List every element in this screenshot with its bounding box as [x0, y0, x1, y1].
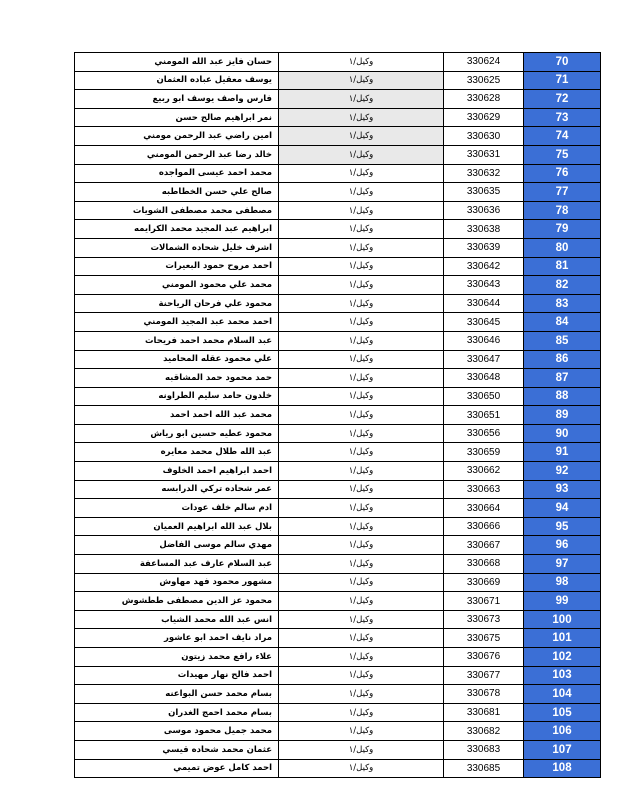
- table-row: [75, 369, 601, 388]
- name-cell: نمر ابراهيم صالح حسن: [75, 108, 279, 127]
- row-number-cell: 98: [524, 573, 601, 592]
- name-cell: بسام محمد حسن البواعنه: [75, 685, 279, 704]
- row-number-cell: 86: [524, 350, 601, 369]
- row-number-cell: 104: [524, 685, 601, 704]
- table-row: [75, 480, 601, 499]
- table-row: [75, 164, 601, 183]
- table-row: [75, 90, 601, 109]
- name-cell: خلدون حامد سليم الطراونه: [75, 387, 279, 406]
- rank-cell: وكيل/١: [279, 406, 444, 425]
- table-row: [75, 71, 601, 90]
- table-row: [75, 387, 601, 406]
- name-cell: صالح علي حسن الخطاطبه: [75, 183, 279, 202]
- name-cell: مشهور محمود فهد مهاوش: [75, 573, 279, 592]
- name-cell: بلال عبد الله ابراهيم العميان: [75, 517, 279, 536]
- row-number-cell: 100: [524, 610, 601, 629]
- name-cell: عمر شحاده تركي الدرابسه: [75, 480, 279, 499]
- id-number-cell: 330644: [444, 294, 524, 313]
- table-row: [75, 555, 601, 574]
- table-row: [75, 424, 601, 443]
- id-number-cell: 330663: [444, 480, 524, 499]
- name-cell: حمد محمود حمد المشاقبه: [75, 369, 279, 388]
- name-cell: علي محمود عقله المحاميد: [75, 350, 279, 369]
- id-number-cell: 330628: [444, 90, 524, 109]
- name-cell: محمد جميل محمود موسى: [75, 722, 279, 741]
- name-cell: احمد ابراهيم احمد الخلوف: [75, 462, 279, 481]
- rank-cell: وكيل/١: [279, 183, 444, 202]
- rank-cell: وكيل/١: [279, 648, 444, 667]
- row-number-cell: 74: [524, 127, 601, 146]
- id-number-cell: 330676: [444, 648, 524, 667]
- rank-cell: وكيل/١: [279, 145, 444, 164]
- rank-cell: وكيل/١: [279, 592, 444, 611]
- rank-cell: وكيل/١: [279, 722, 444, 741]
- table-row: [75, 573, 601, 592]
- row-number-cell: 95: [524, 517, 601, 536]
- name-cell: بسام محمد احمج الغدران: [75, 703, 279, 722]
- rank-cell: وكيل/١: [279, 629, 444, 648]
- row-number-cell: 71: [524, 71, 601, 90]
- table-row: [75, 722, 601, 741]
- name-cell: محمد احمد عيسى المواجده: [75, 164, 279, 183]
- rank-cell: وكيل/١: [279, 276, 444, 295]
- id-number-cell: 330669: [444, 573, 524, 592]
- rank-cell: وكيل/١: [279, 685, 444, 704]
- id-number-cell: 330668: [444, 555, 524, 574]
- rank-cell: وكيل/١: [279, 555, 444, 574]
- id-number-cell: 330625: [444, 71, 524, 90]
- id-number-cell: 330632: [444, 164, 524, 183]
- id-number-cell: 330642: [444, 257, 524, 276]
- name-cell: احمد فالح نهار مهيدات: [75, 666, 279, 685]
- name-cell: اشرف خليل شحاده الشمالات: [75, 238, 279, 257]
- name-cell: علاء رافع محمد زيتون: [75, 648, 279, 667]
- rank-cell: وكيل/١: [279, 331, 444, 350]
- table-row: [75, 127, 601, 146]
- table-row: [75, 740, 601, 759]
- id-number-cell: 330656: [444, 424, 524, 443]
- rank-cell: وكيل/١: [279, 350, 444, 369]
- rank-cell: وكيل/١: [279, 387, 444, 406]
- row-number-cell: 84: [524, 313, 601, 332]
- name-cell: حسان فايز عبد الله المومني: [75, 53, 279, 72]
- id-number-cell: 330678: [444, 685, 524, 704]
- rank-cell: وكيل/١: [279, 90, 444, 109]
- rank-cell: وكيل/١: [279, 53, 444, 72]
- row-number-cell: 106: [524, 722, 601, 741]
- rank-cell: وكيل/١: [279, 740, 444, 759]
- id-number-cell: 330681: [444, 703, 524, 722]
- table-row: [75, 685, 601, 704]
- row-number-cell: 80: [524, 238, 601, 257]
- name-cell: خالد رضا عبد الرحمن المومني: [75, 145, 279, 164]
- id-number-cell: 330683: [444, 740, 524, 759]
- id-number-cell: 330662: [444, 462, 524, 481]
- row-number-cell: 85: [524, 331, 601, 350]
- rank-cell: وكيل/١: [279, 127, 444, 146]
- table-row: [75, 629, 601, 648]
- rank-cell: وكيل/١: [279, 703, 444, 722]
- name-cell: عثمان محمد شحاده قيسي: [75, 740, 279, 759]
- table-row: [75, 648, 601, 667]
- id-number-cell: 330666: [444, 517, 524, 536]
- table-body: [75, 53, 601, 778]
- id-number-cell: 330682: [444, 722, 524, 741]
- row-number-cell: 96: [524, 536, 601, 555]
- id-number-cell: 330671: [444, 592, 524, 611]
- id-number-cell: 330631: [444, 145, 524, 164]
- name-cell: عبد السلام عارف عبد المساعفة: [75, 555, 279, 574]
- table-row: [75, 536, 601, 555]
- table-row: [75, 313, 601, 332]
- row-number-cell: 83: [524, 294, 601, 313]
- id-number-cell: 330629: [444, 108, 524, 127]
- id-number-cell: 330630: [444, 127, 524, 146]
- table-row: [75, 145, 601, 164]
- rank-cell: وكيل/١: [279, 238, 444, 257]
- table-row: [75, 499, 601, 518]
- rank-cell: وكيل/١: [279, 108, 444, 127]
- personnel-table-container: [74, 52, 597, 778]
- row-number-cell: 93: [524, 480, 601, 499]
- rank-cell: وكيل/١: [279, 220, 444, 239]
- name-cell: محمود عطيه حسين ابو رياش: [75, 424, 279, 443]
- row-number-cell: 102: [524, 648, 601, 667]
- table-row: [75, 257, 601, 276]
- id-number-cell: 330650: [444, 387, 524, 406]
- row-number-cell: 76: [524, 164, 601, 183]
- name-cell: ادم سالم خلف عودات: [75, 499, 279, 518]
- table-row: [75, 666, 601, 685]
- row-number-cell: 79: [524, 220, 601, 239]
- table-row: [75, 331, 601, 350]
- rank-cell: وكيل/١: [279, 424, 444, 443]
- row-number-cell: 92: [524, 462, 601, 481]
- name-cell: يوسف معقيل عباده العثمان: [75, 71, 279, 90]
- name-cell: محمود علي فرحان الرياحنة: [75, 294, 279, 313]
- rank-cell: وكيل/١: [279, 666, 444, 685]
- row-number-cell: 94: [524, 499, 601, 518]
- table-row: [75, 517, 601, 536]
- rank-cell: وكيل/١: [279, 536, 444, 555]
- name-cell: عبد الله طلال محمد معايره: [75, 443, 279, 462]
- rank-cell: وكيل/١: [279, 517, 444, 536]
- row-number-cell: 103: [524, 666, 601, 685]
- table-row: [75, 462, 601, 481]
- row-number-cell: 81: [524, 257, 601, 276]
- table-row: [75, 108, 601, 127]
- id-number-cell: 330659: [444, 443, 524, 462]
- rank-cell: وكيل/١: [279, 164, 444, 183]
- id-number-cell: 330624: [444, 53, 524, 72]
- row-number-cell: 77: [524, 183, 601, 202]
- id-number-cell: 330639: [444, 238, 524, 257]
- table-row: [75, 406, 601, 425]
- name-cell: ابراهيم عبد المجيد محمد الكرايمه: [75, 220, 279, 239]
- row-number-cell: 73: [524, 108, 601, 127]
- personnel-table: [74, 52, 601, 778]
- id-number-cell: 330651: [444, 406, 524, 425]
- id-number-cell: 330646: [444, 331, 524, 350]
- rank-cell: وكيل/١: [279, 480, 444, 499]
- name-cell: احمد مروح حمود البعيرات: [75, 257, 279, 276]
- rank-cell: وكيل/١: [279, 313, 444, 332]
- id-number-cell: 330648: [444, 369, 524, 388]
- rank-cell: وكيل/١: [279, 462, 444, 481]
- table-row: [75, 183, 601, 202]
- rank-cell: وكيل/١: [279, 573, 444, 592]
- row-number-cell: 82: [524, 276, 601, 295]
- rank-cell: وكيل/١: [279, 610, 444, 629]
- row-number-cell: 72: [524, 90, 601, 109]
- name-cell: مهدي سالم موسى الفاضل: [75, 536, 279, 555]
- id-number-cell: 330673: [444, 610, 524, 629]
- rank-cell: وكيل/١: [279, 294, 444, 313]
- table-row: [75, 610, 601, 629]
- id-number-cell: 330677: [444, 666, 524, 685]
- rank-cell: وكيل/١: [279, 257, 444, 276]
- row-number-cell: 105: [524, 703, 601, 722]
- row-number-cell: 101: [524, 629, 601, 648]
- id-number-cell: 330635: [444, 183, 524, 202]
- table-row: [75, 592, 601, 611]
- row-number-cell: 88: [524, 387, 601, 406]
- id-number-cell: 330667: [444, 536, 524, 555]
- row-number-cell: 87: [524, 369, 601, 388]
- table-row: [75, 703, 601, 722]
- rank-cell: وكيل/١: [279, 201, 444, 220]
- name-cell: عبد السلام محمد احمد فريحات: [75, 331, 279, 350]
- id-number-cell: 330643: [444, 276, 524, 295]
- row-number-cell: 97: [524, 555, 601, 574]
- name-cell: مراد نايف احمد ابو عاشور: [75, 629, 279, 648]
- row-number-cell: 75: [524, 145, 601, 164]
- rank-cell: وكيل/١: [279, 443, 444, 462]
- table-row: [75, 201, 601, 220]
- id-number-cell: 330636: [444, 201, 524, 220]
- name-cell: مصطفى محمد مصطفى الشويات: [75, 201, 279, 220]
- table-row: [75, 759, 601, 778]
- rank-cell: وكيل/١: [279, 71, 444, 90]
- name-cell: محمد علي محمود المومني: [75, 276, 279, 295]
- name-cell: انس عبد الله محمد الشياب: [75, 610, 279, 629]
- row-number-cell: 91: [524, 443, 601, 462]
- row-number-cell: 89: [524, 406, 601, 425]
- row-number-cell: 108: [524, 759, 601, 778]
- row-number-cell: 107: [524, 740, 601, 759]
- table-row: [75, 238, 601, 257]
- name-cell: احمد كامل عوض تميمي: [75, 759, 279, 778]
- rank-cell: وكيل/١: [279, 369, 444, 388]
- table-row: [75, 53, 601, 72]
- row-number-cell: 70: [524, 53, 601, 72]
- id-number-cell: 330645: [444, 313, 524, 332]
- name-cell: فارس واصف يوسف ابو ربيع: [75, 90, 279, 109]
- table-row: [75, 443, 601, 462]
- id-number-cell: 330664: [444, 499, 524, 518]
- id-number-cell: 330675: [444, 629, 524, 648]
- name-cell: امين راضي عبد الرحمن مومني: [75, 127, 279, 146]
- id-number-cell: 330638: [444, 220, 524, 239]
- row-number-cell: 90: [524, 424, 601, 443]
- rank-cell: وكيل/١: [279, 759, 444, 778]
- id-number-cell: 330647: [444, 350, 524, 369]
- table-row: [75, 294, 601, 313]
- row-number-cell: 78: [524, 201, 601, 220]
- name-cell: محمود عز الدين مصطفى ططشوش: [75, 592, 279, 611]
- id-number-cell: 330685: [444, 759, 524, 778]
- table-row: [75, 350, 601, 369]
- row-number-cell: 99: [524, 592, 601, 611]
- rank-cell: وكيل/١: [279, 499, 444, 518]
- table-row: [75, 276, 601, 295]
- name-cell: احمد محمد عبد المجيد المومني: [75, 313, 279, 332]
- name-cell: محمد عبد الله احمد احمد: [75, 406, 279, 425]
- table-row: [75, 220, 601, 239]
